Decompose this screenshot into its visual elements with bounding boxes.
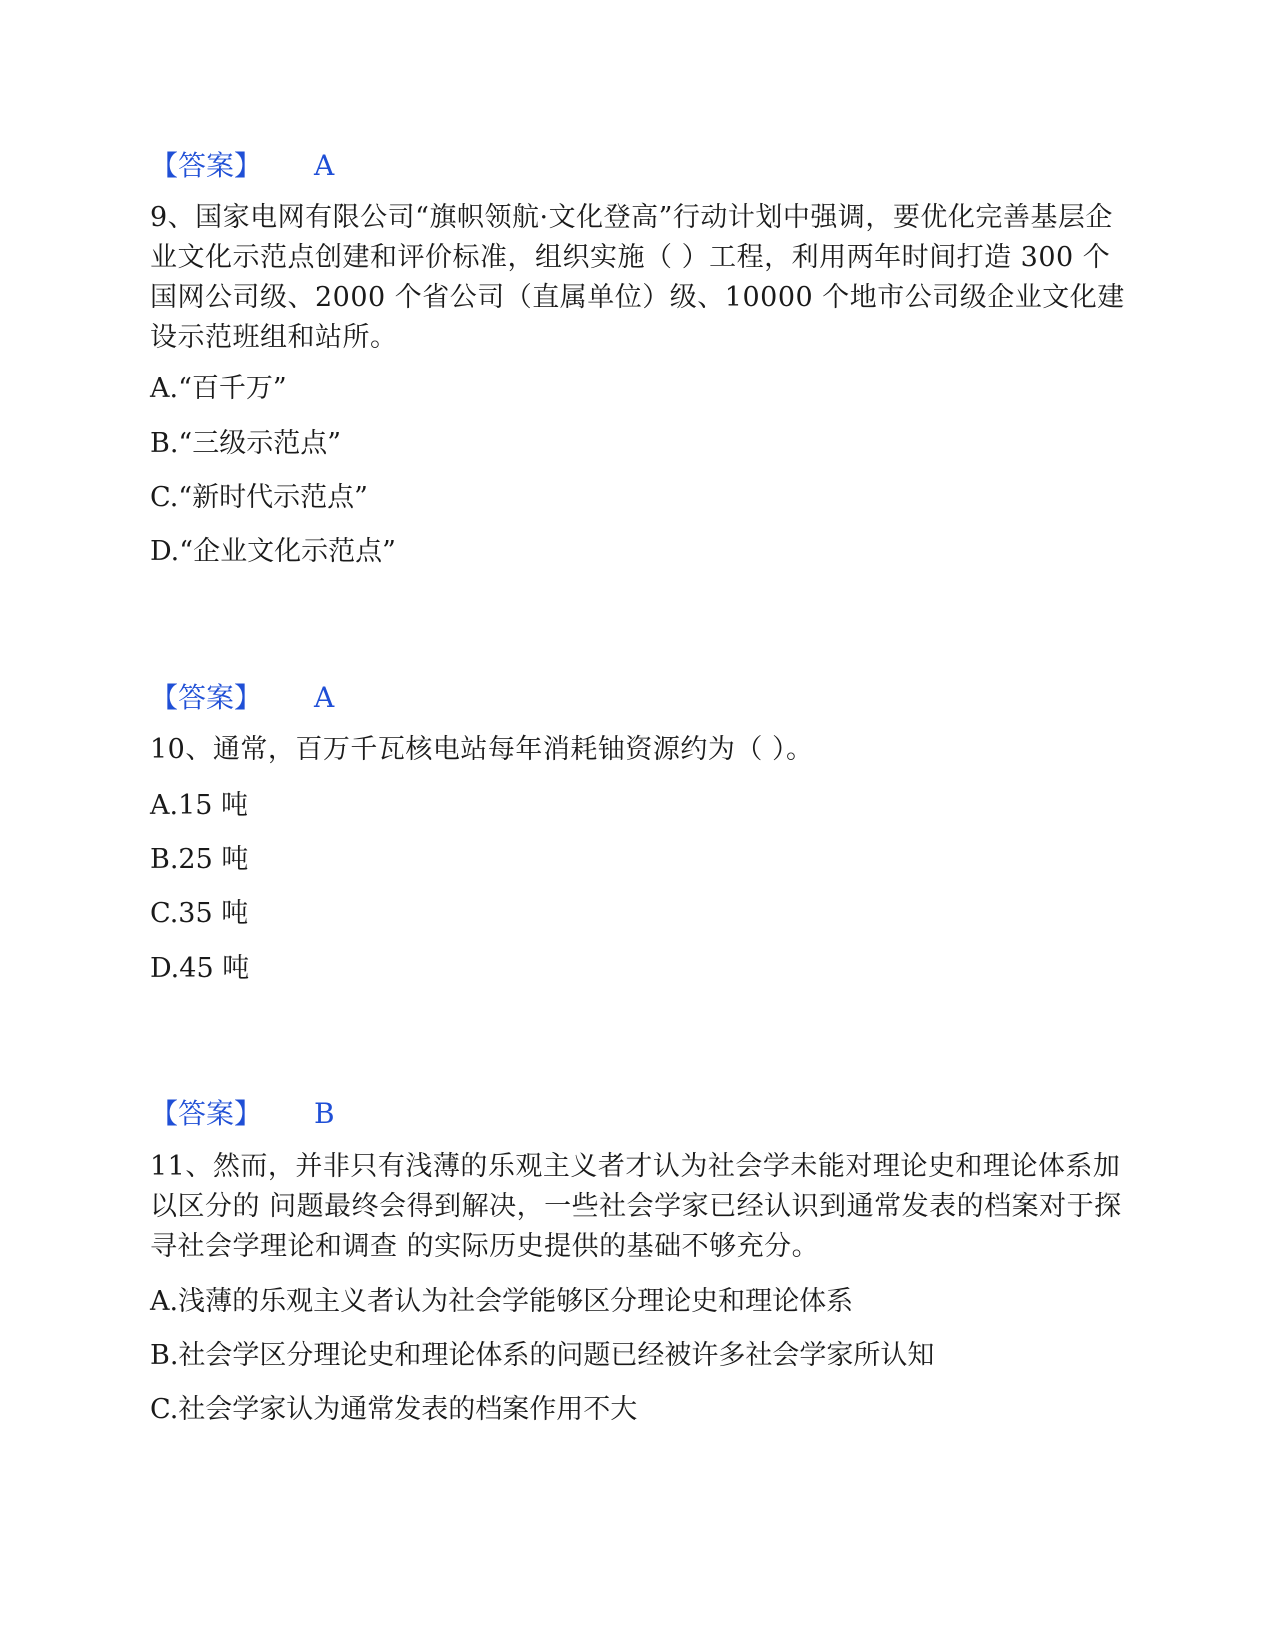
answer-label: 【答案】 — [150, 149, 263, 182]
question-text: 10、通常，百万千瓦核电站每年消耗铀资源约为（ ）。 — [150, 734, 814, 765]
question-text: 11、然而，并非只有浅薄的乐观主义者才认为社会学未能对理论史和理论体系加以区分的 问题最终会得到解决，一些社会学家已经认识到通常发表的档案对于探寻社会学理论和调查 的实际历史提供的基础不够充分。 — [150, 1151, 1122, 1262]
answer-line — [150, 1094, 335, 1134]
option-a: A.15 吨 — [150, 790, 249, 821]
question-text: 9、国家电网有限公司“旗帜领航·文化登高”行动计划中强调，要优化完善基层企业文化示范点创建和评价标准，组织实施（ ）工程，利用两年时间打造 300 个国网公司级、2000 个省公司（直属单位）级、10000 个地市公司级企业文化建设示范班组和站所。 — [150, 202, 1125, 353]
answer-value: A — [314, 681, 335, 714]
option-a: A.浅薄的乐观主义者认为社会学能够区分理论史和理论体系 — [150, 1286, 854, 1317]
option-c: C.“新时代示范点” — [150, 482, 368, 513]
option-b: B.社会学区分理论史和理论体系的问题已经被许多社会学家所认知 — [150, 1340, 935, 1371]
answer-line — [150, 146, 334, 186]
option-d: D.45 吨 — [150, 953, 250, 984]
option-d: D.“企业文化示范点” — [150, 536, 396, 567]
option-b: B.25 吨 — [150, 844, 249, 875]
answer-label: 【答案】 — [150, 681, 263, 714]
option-c: C.社会学家认为通常发表的档案作用不大 — [150, 1394, 638, 1425]
answer-label: 【答案】 — [150, 1097, 263, 1130]
option-a: A.“百千万” — [150, 373, 287, 404]
answer-value: A — [314, 149, 335, 182]
answer-line — [150, 678, 334, 718]
option-b: B.“三级示范点” — [150, 428, 342, 459]
option-c: C.35 吨 — [150, 898, 249, 929]
answer-value: B — [314, 1097, 335, 1130]
